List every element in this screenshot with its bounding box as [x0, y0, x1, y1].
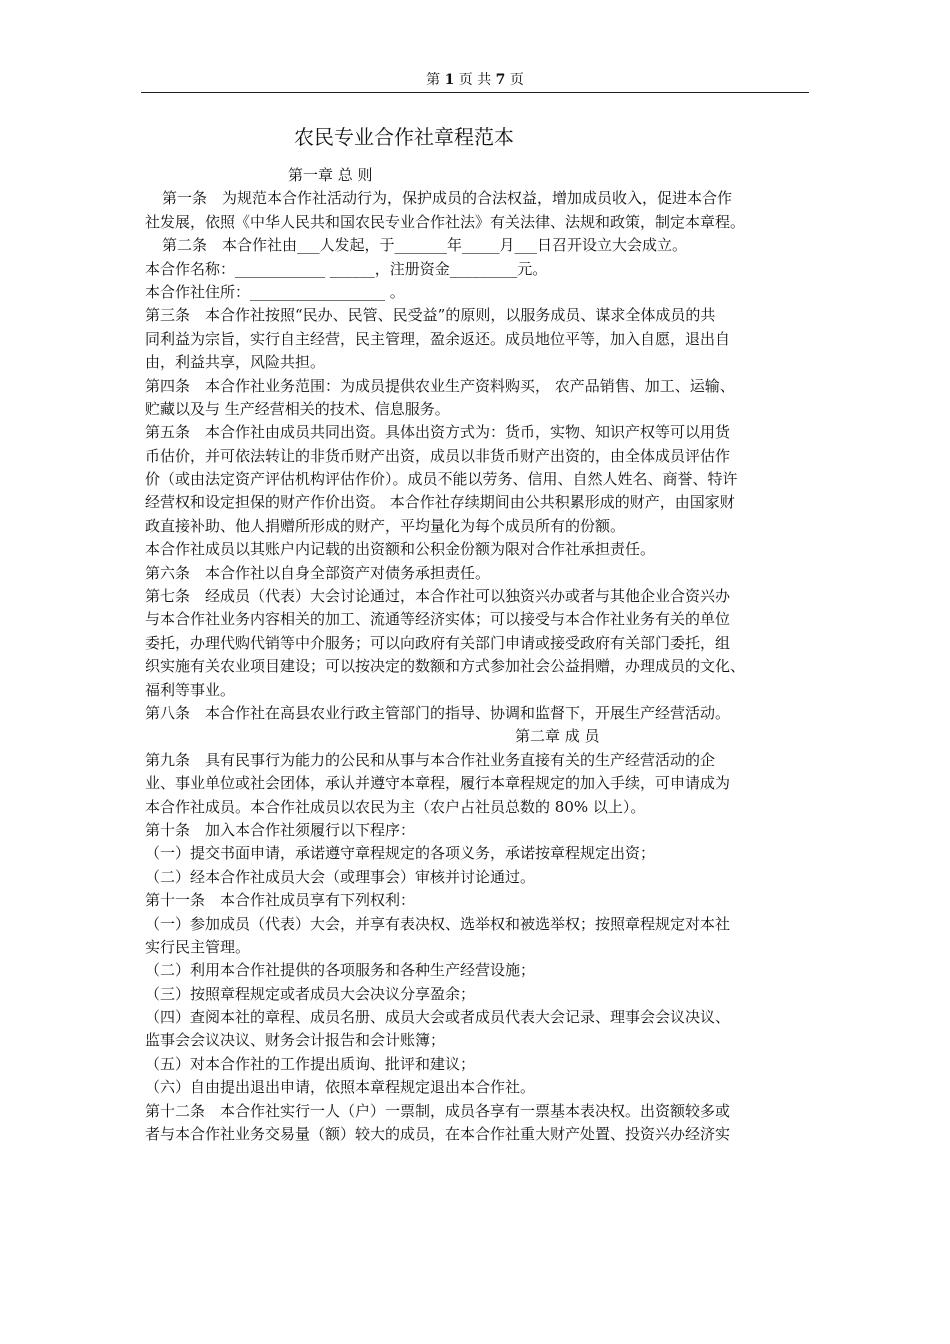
text-line: 经营权和设定担保的财产作价出资。 本合作社存续期间由公共积累形成的财产，由国家财 — [145, 493, 735, 512]
text-line: 业、事业单位或社会团体，承认并遵守本章程，履行本章程规定的加入手续，可申请成为 — [145, 774, 731, 793]
text-line: 第二条 本合作社由___人发起，于_______年_____月___日召开设立大会成立。 — [162, 236, 688, 255]
header-divider — [141, 92, 809, 93]
text-line: 者与本合作社业务交易量（额）较大的成员，在本合作社重大财产处置、投资兴办经济实 — [145, 1125, 731, 1144]
text-line: 政直接补助、他人捐赠所形成的财产，平均量化为每个成员所有的份额。 — [145, 516, 626, 535]
text-line: 第三条 本合作社按照“民办、民管、民受益”的原则，以服务成员、谋求全体成员的共 — [145, 306, 716, 325]
text-line: 委托，办理代购代销等中介服务；可以向政府有关部门申请或接受政府有关部门委托，组 — [145, 633, 731, 652]
text-line: 本合作社成员以其账户内记载的出资额和公积金份额为限对合作社承担责任。 — [145, 540, 656, 559]
text-line: 第四条 本合作社业务范围：为成员提供农业生产资料购买， 农产品销售、加工、运输、 — [145, 376, 735, 395]
chapter-heading: 第二章 成 员 — [515, 727, 600, 746]
text-line: 第六条 本合作社以自身全部资产对债务承担责任。 — [145, 563, 491, 582]
text-line: 币估价，并可依法转让的非货币财产出资，成员以非货币财产出资的，由全体成员评估作 — [145, 446, 731, 465]
text-line: （六）自由提出退出申请，依照本章程规定退出本合作社。 — [145, 1078, 536, 1097]
text-line: 监事会会议决议、财务会计报告和会计账簿； — [145, 1031, 446, 1050]
text-line: 织实施有关农业项目建设；可以按决定的数额和方式参加社会公益捐赠，办理成员的文化、 — [145, 657, 746, 676]
page-header-suffix: 页 — [505, 72, 524, 88]
chapter-heading: 第一章 总 则 — [288, 166, 373, 184]
text-line: 价（或由法定资产评估机构评估作价）。成员不能以劳务、信用、自然人姓名、商誉、特许 — [145, 470, 738, 489]
text-line: 第十条 加入本合作社须履行以下程序： — [145, 820, 416, 839]
text-line: 社发展，依照《中华人民共和国农民专业合作社法》有关法律、法规和政策，制定本章程。 — [145, 212, 746, 231]
text-line: （三）按照章程规定或者成员大会决议分享盈余； — [145, 984, 476, 1003]
document-body — [145, 164, 813, 1146]
text-line: 本合作社住所：__________________ 。 — [145, 282, 405, 301]
text-line: （五）对本合作社的工作提出质询、批评和建议； — [145, 1054, 476, 1073]
text-line: 第五条 本合作社由成员共同出资。具体出资方式为：货币，实物、知识产权等可以用货 — [145, 423, 731, 442]
text-line: （一）参加成员（代表）大会，并享有表决权、选举权和被选举权；按照章程规定对本社 — [145, 914, 731, 933]
document-title: 农民专业合作社章程范本 — [294, 125, 514, 149]
text-line: 与本合作社业务内容相关的加工、流通等经济实体；可以接受与本合作社业务有关的单位 — [145, 610, 731, 629]
text-line: 贮藏以及与 生产经营相关的技术、信息服务。 — [145, 399, 450, 418]
text-line: 本合作社成员。本合作社成员以农民为主（农户占社员总数的 80% 以上）。 — [145, 797, 646, 816]
page-header — [141, 70, 809, 90]
text-line: 同利益为宗旨，实行自主经营，民主管理，盈余返还。成员地位平等，加入自愿，退出自 — [145, 329, 731, 348]
text-line: 第七条 经成员（代表）大会讨论通过，本合作社可以独资兴办或者与其他企业合资兴办 — [145, 587, 731, 606]
text-line: 本合作名称：____________ ______，注册资金_________元。 — [145, 259, 548, 278]
page-header-middle: 页 共 — [454, 72, 496, 88]
text-line: 第十二条 本合作社实行一人（户）一票制，成员各享有一票基本表决权。出资额较多或 — [145, 1101, 731, 1120]
text-line: 实行民主管理。 — [145, 937, 251, 956]
text-line: （二）经本合作社成员大会（或理事会）审核并讨论通过。 — [145, 867, 536, 886]
text-line: （一）提交书面申请，承诺遵守章程规定的各项义务，承诺按章程规定出资； — [145, 844, 656, 863]
text-line: 由，利益共享，风险共担。 — [145, 353, 326, 372]
text-line: 福利等事业。 — [145, 680, 236, 699]
current-page-number: 1 — [444, 72, 455, 88]
text-line: 第十一条 本合作社成员享有下列权利： — [145, 891, 416, 910]
page-header-prefix: 第 — [426, 72, 445, 88]
text-line: （二）利用本合作社提供的各项服务和各种生产经营设施； — [145, 961, 536, 980]
text-line: （四）查阅本社的章程、成员名册、成员大会或者成员代表大会记录、理事会会议决议、 — [145, 1008, 731, 1027]
total-page-count: 7 — [495, 72, 506, 88]
text-line: 第八条 本合作社在高县农业行政主管部门的指导、协调和监督下，开展生产经营活动。 — [145, 703, 731, 722]
text-line: 第一条 为规范本合作社活动行为，保护成员的合法权益，增加成员收入，促进本合作 — [162, 189, 733, 208]
text-line: 第九条 具有民事行为能力的公民和从事与本合作社业务直接有关的生产经营活动的企 — [145, 750, 716, 769]
